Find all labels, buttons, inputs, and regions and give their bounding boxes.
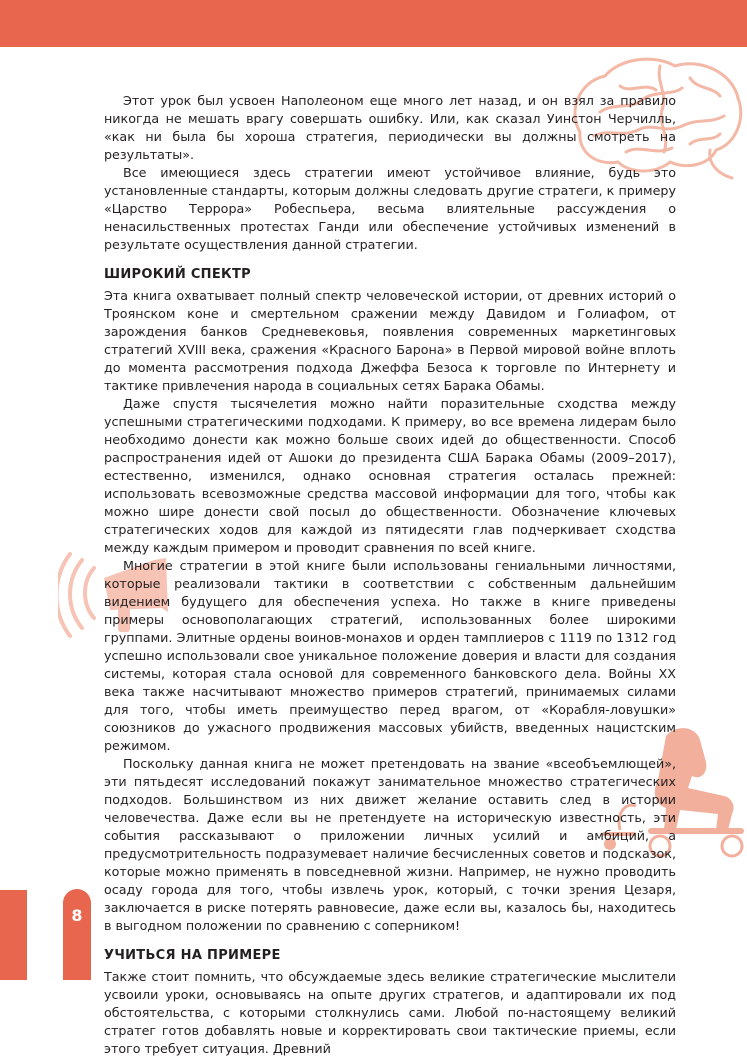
- body-paragraph: Даже спустя тысячелетия можно найти поразительные сходства между успешными стратегическими подходами. К примеру, во все времена лидерам было необходимо донести как можно больше своих идей до общественности. Способ распространения идей от Ашоки до президента США Барака Обамы (2009–2017), естественно, изменился, однако основная стратегия осталась прежней: использовать всевозможные средства массовой информации для того, чтобы как можно шире донести свой посыл до общественности. Обозначение ключевых стратегических ходов для каждой из пятидесяти глав подчеркивает сходства между каждым примером и проводит сравнения по всей книге.: [104, 396, 676, 555]
- text-column: [104, 92, 676, 1058]
- page-number: 8: [71, 906, 83, 925]
- section-heading: ШИРОКИЙ СПЕКТР: [104, 267, 251, 282]
- header-band: [0, 0, 747, 47]
- body-paragraph: Все имеющиеся здесь стратегии имеют устойчивое влияние, будь это установленные стандарты, которым должны следовать другие стратеги, к примеру «Царство Террора» Робеспьера, весьма влиятельные рассуждения о ненасильственных протестах Ганди или обеспечение устойчивых изменений в результате осуществления данной стратегии.: [104, 165, 676, 252]
- body-paragraph: Этот урок был усвоен Наполеоном еще много лет назад, и он взял за правило никогда не мешать врагу совершать ошибку. Или, как сказал Уинстон Черчилль, «как ни была бы хороша стратегия, периодически вы должны смотреть на результаты».: [104, 93, 676, 162]
- body-paragraph: Также стоит помнить, что обсуждаемые здесь великие стратегические мыслители усвоили уроки, основываясь на опыте других стратегов, и адаптировали их под обстоятельства, с которыми столкнулись сами. Любой по-настоящему великий стратег готов добавлять новые и корректировать свои тактические приемы, если этого требует ситуация. Древний: [104, 969, 676, 1056]
- body-paragraph: Эта книга охватывает полный спектр человеческой истории, от древних историй о Троянском коне и смертельном сражении между Давидом и Голиафом, от зарождения банков Средневековья, появления современных маркетинговых стратегий XVIII века, сражения «Красного Барона» в Первой мировой войне вплоть до момента рассмотрения подхода Джеффа Безоса к торговле по Интернету и тактике привлечения народа в социальных сетях Барака Обамы.: [104, 288, 676, 393]
- section-heading: УЧИТЬСЯ НА ПРИМЕРЕ: [104, 948, 281, 963]
- footer-band: [0, 890, 27, 980]
- page-number-tab: [63, 889, 91, 980]
- body-paragraph: Поскольку данная книга не может претендовать на звание «всеобъемлющей», эти пятьдесят исследований покажут занимательное множество стратегических подходов. Большинством из них движет желание оставить след в истории человечества. Даже если вы не претендуете на историческую известность, эти события рассказывают о приложении личных усилий и амбиций, а предусмотрительность подразумевает наличие бесчисленных советов и подсказок, которые можно применять в повседневной жизни. Например, не нужно проводить осаду города для того, чтобы извлечь урок, который, с точки зрения Цезаря, заключается в риске потерять равновесие, даже если вы, казалось бы, находитесь в выгодном положении по сравнению с соперником!: [104, 756, 676, 933]
- body-paragraph: Многие стратегии в этой книге были использованы гениальными личностями, которые реализовали тактики в соответствии с собственным дальнейшим видением будущего для обеспечения успеха. Но также в книге приведены примеры основополагающих стратегий, использованных более широкими группами. Элитные ордены воинов-монахов и орден тамплиеров с 1119 по 1312 год успешно использовали свое уникальное положение доверия и власти для создания системы, которая стала основой для современного банковского дела. Войны XX века также насчитывают множество примеров стратегий, принимаемых силами для того, чтобы иметь преимущество перед врагом, от «Корабля-ловушки» союзников до ужасного продвижения массовых убийств, введенных нацистским режимом.: [104, 558, 676, 753]
